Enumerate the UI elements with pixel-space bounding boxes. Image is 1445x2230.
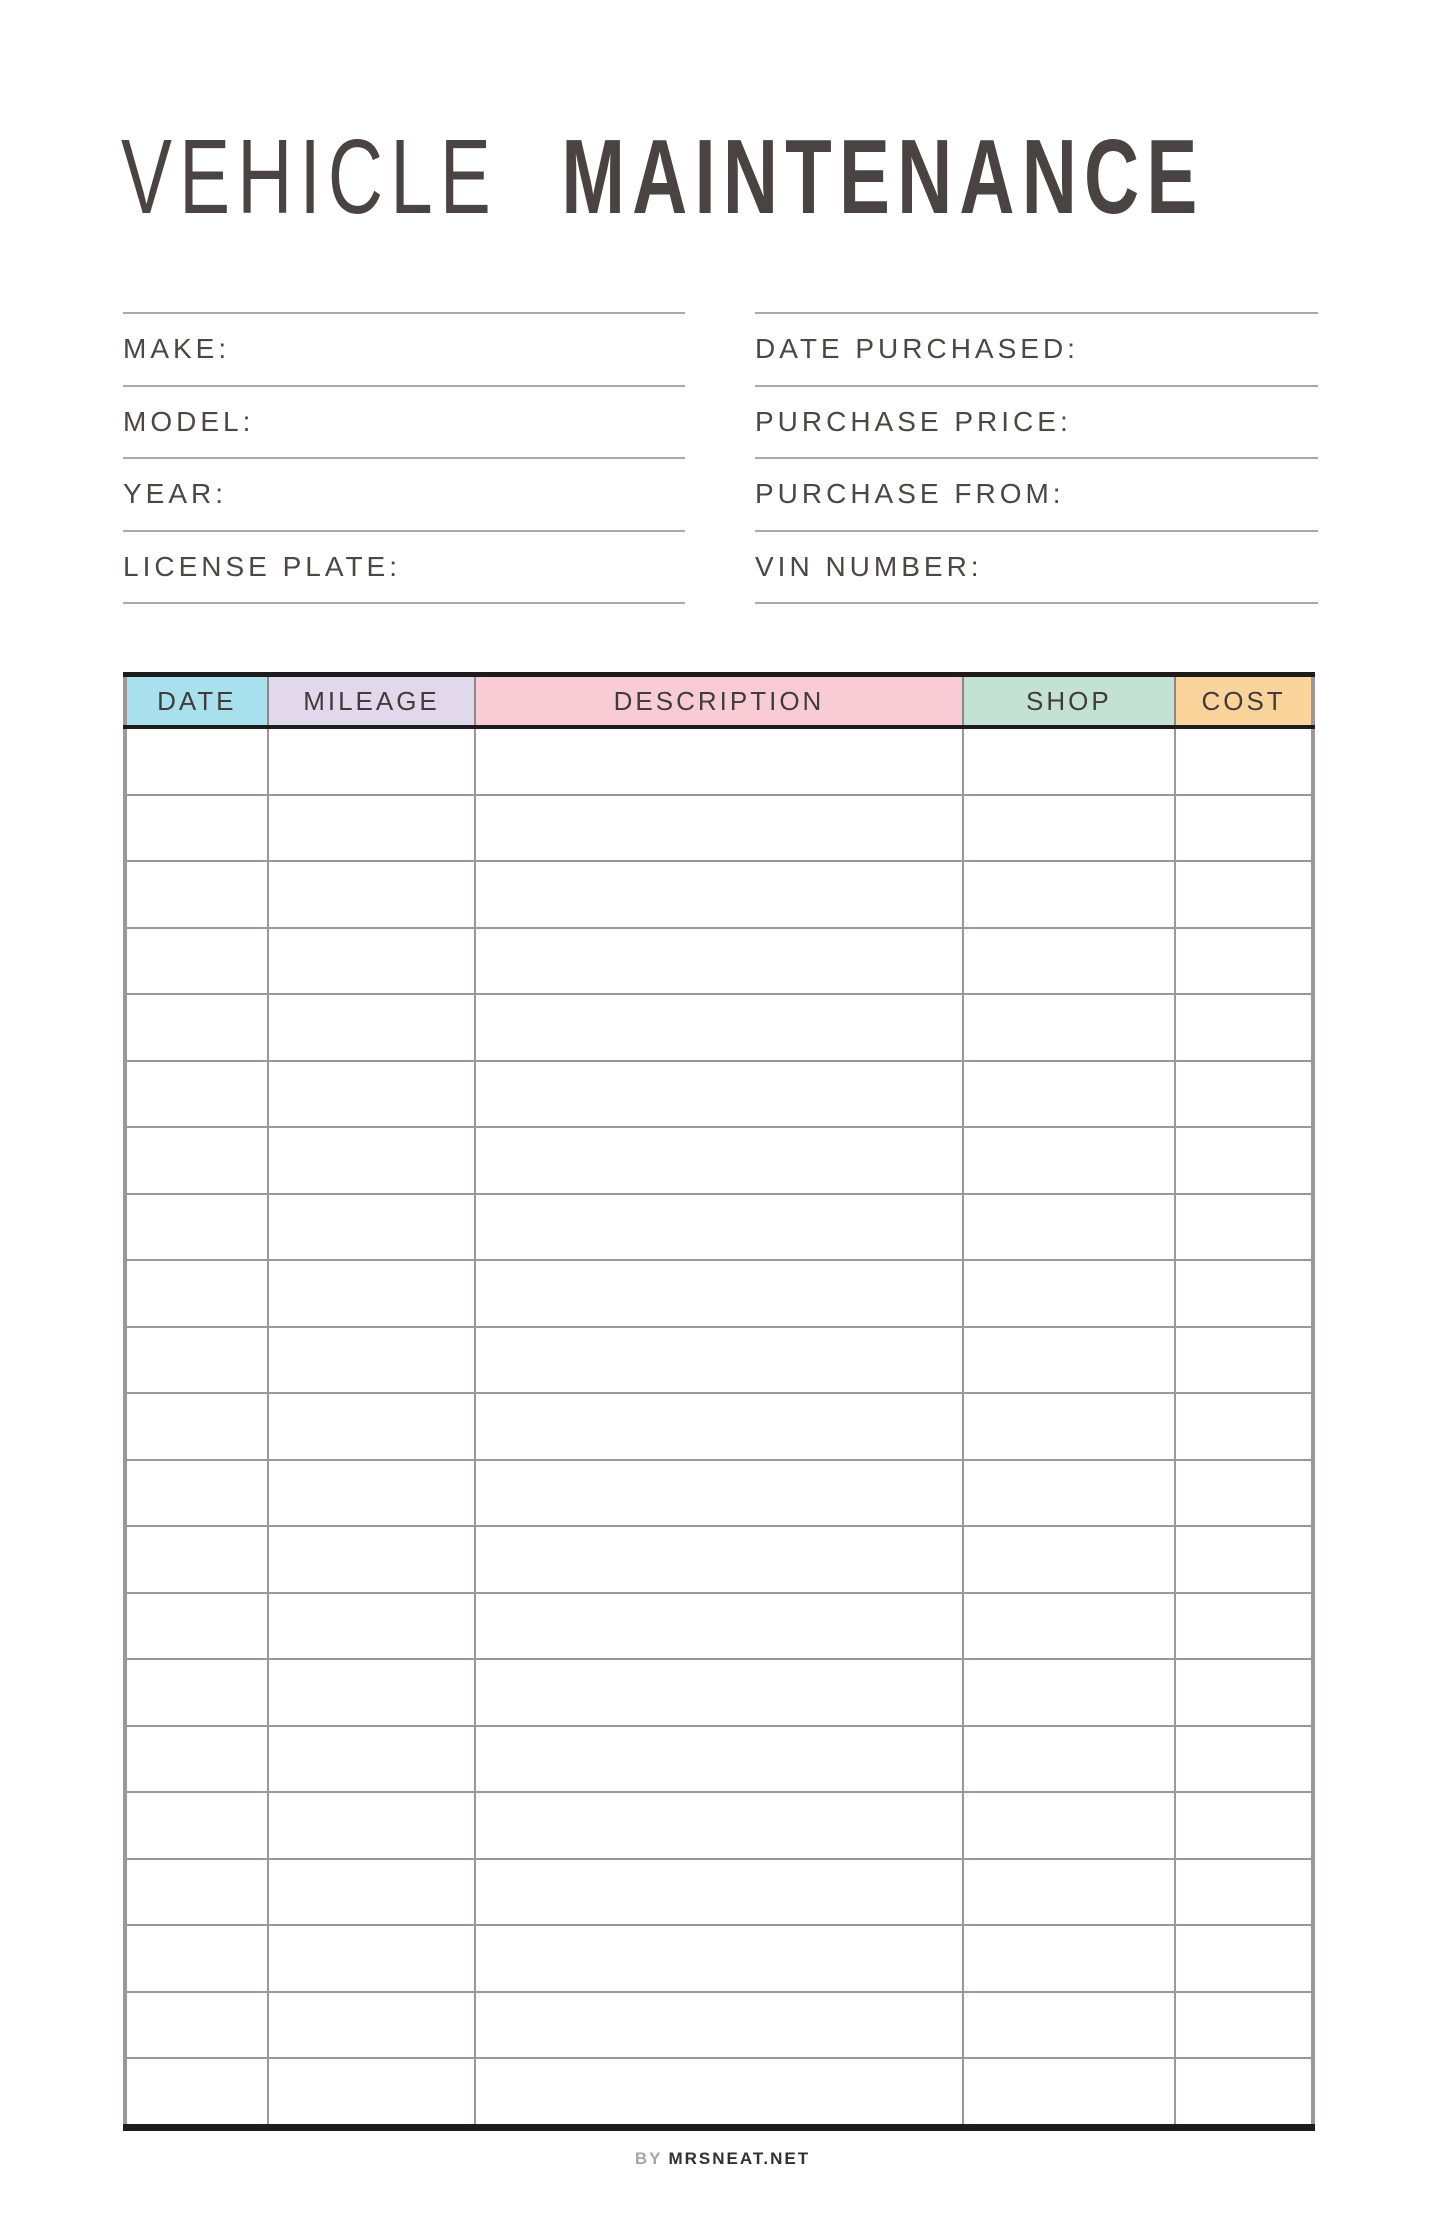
log-cell-cost — [1175, 928, 1313, 995]
log-cell-cost — [1175, 1726, 1313, 1793]
log-cell-description — [475, 1393, 962, 1460]
footer-credit — [0, 2149, 1445, 2169]
log-cell-mileage — [268, 1061, 476, 1128]
column-header-shop — [963, 675, 1176, 728]
log-cell-date — [125, 994, 268, 1061]
log-cell-mileage — [268, 1859, 476, 1926]
log-cell-cost — [1175, 861, 1313, 928]
column-header-label-date: DATE — [157, 685, 237, 716]
log-cell-mileage — [268, 1992, 476, 2059]
footer-brand: MRSNEAT.NET — [668, 2149, 811, 2168]
field-label-purchase-from: PURCHASE FROM: — [755, 478, 1065, 510]
log-cell-date — [125, 1859, 268, 1926]
log-cell-date — [125, 1194, 268, 1261]
log-cell-cost — [1175, 1061, 1313, 1128]
field-purchase-price — [755, 387, 1318, 460]
field-year — [123, 459, 685, 532]
log-cell-date — [125, 1127, 268, 1194]
log-cell-description — [475, 1061, 962, 1128]
log-cell-mileage — [268, 1460, 476, 1527]
log-cell-cost — [1175, 994, 1313, 1061]
log-row — [125, 1127, 1313, 1194]
log-cell-shop — [963, 1061, 1176, 1128]
log-cell-description — [475, 1792, 962, 1859]
log-cell-shop — [963, 928, 1176, 995]
vehicle-info-left-column — [123, 312, 685, 604]
log-cell-cost — [1175, 1593, 1313, 1660]
log-cell-description — [475, 1327, 962, 1394]
log-cell-description — [475, 1726, 962, 1793]
log-cell-mileage — [268, 727, 476, 795]
log-cell-description — [475, 928, 962, 995]
log-row — [125, 1659, 1313, 1726]
log-cell-date — [125, 795, 268, 862]
log-cell-cost — [1175, 2058, 1313, 2127]
log-cell-description — [475, 1992, 962, 2059]
field-label-date-purchased: DATE PURCHASED: — [755, 333, 1079, 365]
log-cell-mileage — [268, 994, 476, 1061]
log-cell-shop — [963, 1659, 1176, 1726]
field-date-purchased — [755, 314, 1318, 387]
log-row — [125, 1061, 1313, 1128]
log-cell-mileage — [268, 2058, 476, 2127]
log-cell-cost — [1175, 1194, 1313, 1261]
log-row — [125, 2058, 1313, 2127]
log-cell-cost — [1175, 1460, 1313, 1527]
log-cell-shop — [963, 1460, 1176, 1527]
log-cell-mileage — [268, 861, 476, 928]
log-cell-mileage — [268, 1327, 476, 1394]
log-cell-date — [125, 2058, 268, 2127]
field-label-model: MODEL: — [123, 405, 255, 437]
log-cell-date — [125, 1460, 268, 1527]
log-row — [125, 1992, 1313, 2059]
column-header-label-cost: COST — [1201, 685, 1286, 716]
page-title-light: VEHICLE — [121, 118, 498, 236]
log-header-row — [125, 675, 1313, 728]
field-make — [123, 314, 685, 387]
log-row — [125, 1393, 1313, 1460]
log-cell-date — [125, 1593, 268, 1660]
log-cell-shop — [963, 2058, 1176, 2127]
log-row — [125, 1792, 1313, 1859]
log-cell-description — [475, 1859, 962, 1926]
log-cell-mileage — [268, 1393, 476, 1460]
log-cell-date — [125, 1659, 268, 1726]
field-model — [123, 387, 685, 460]
log-cell-shop — [963, 1526, 1176, 1593]
log-cell-shop — [963, 1792, 1176, 1859]
page-title-bold: MAINTENANCE — [561, 118, 1205, 236]
log-cell-cost — [1175, 1393, 1313, 1460]
log-cell-description — [475, 861, 962, 928]
log-cell-shop — [963, 861, 1176, 928]
log-cell-date — [125, 1327, 268, 1394]
log-cell-mileage — [268, 1260, 476, 1327]
log-row — [125, 994, 1313, 1061]
log-row — [125, 1194, 1313, 1261]
log-cell-shop — [963, 1260, 1176, 1327]
log-cell-shop — [963, 1859, 1176, 1926]
log-cell-cost — [1175, 1659, 1313, 1726]
log-cell-date — [125, 1393, 268, 1460]
log-cell-date — [125, 928, 268, 995]
log-cell-mileage — [268, 1659, 476, 1726]
log-cell-cost — [1175, 1127, 1313, 1194]
log-row — [125, 1726, 1313, 1793]
log-cell-shop — [963, 1925, 1176, 1992]
log-cell-shop — [963, 1992, 1176, 2059]
log-cell-shop — [963, 1194, 1176, 1261]
log-cell-date — [125, 1792, 268, 1859]
log-cell-shop — [963, 1393, 1176, 1460]
log-cell-description — [475, 1260, 962, 1327]
log-cell-mileage — [268, 928, 476, 995]
log-cell-description — [475, 727, 962, 795]
field-vin-number — [755, 532, 1318, 605]
log-cell-description — [475, 994, 962, 1061]
log-cell-mileage — [268, 1127, 476, 1194]
log-cell-description — [475, 1925, 962, 1992]
log-cell-description — [475, 1127, 962, 1194]
field-label-year: YEAR: — [123, 478, 228, 510]
log-cell-cost — [1175, 1327, 1313, 1394]
field-label-purchase-price: PURCHASE PRICE: — [755, 405, 1072, 437]
log-cell-cost — [1175, 795, 1313, 862]
log-row — [125, 1260, 1313, 1327]
column-header-date — [125, 675, 268, 728]
log-cell-description — [475, 2058, 962, 2127]
log-cell-cost — [1175, 727, 1313, 795]
log-cell-mileage — [268, 1526, 476, 1593]
log-cell-cost — [1175, 1526, 1313, 1593]
log-cell-description — [475, 1659, 962, 1726]
log-cell-description — [475, 795, 962, 862]
log-cell-mileage — [268, 1726, 476, 1793]
log-cell-date — [125, 727, 268, 795]
log-cell-description — [475, 1460, 962, 1527]
log-cell-date — [125, 1260, 268, 1327]
field-label-license-plate: LICENSE PLATE: — [123, 550, 402, 582]
log-row — [125, 1593, 1313, 1660]
field-label-vin-number: VIN NUMBER: — [755, 550, 983, 582]
log-row — [125, 1460, 1313, 1527]
log-cell-date — [125, 1061, 268, 1128]
log-cell-shop — [963, 1327, 1176, 1394]
log-cell-shop — [963, 1593, 1176, 1660]
column-header-mileage — [268, 675, 476, 728]
page-title — [121, 118, 1205, 236]
log-row — [125, 727, 1313, 795]
log-cell-cost — [1175, 1925, 1313, 1992]
column-header-label-shop: SHOP — [1026, 685, 1112, 716]
log-row — [125, 861, 1313, 928]
log-cell-cost — [1175, 1260, 1313, 1327]
log-row — [125, 1327, 1313, 1394]
log-cell-description — [475, 1194, 962, 1261]
log-cell-cost — [1175, 1792, 1313, 1859]
log-row — [125, 1526, 1313, 1593]
log-cell-shop — [963, 1127, 1176, 1194]
column-header-description — [475, 675, 962, 728]
log-cell-date — [125, 1726, 268, 1793]
log-cell-description — [475, 1593, 962, 1660]
field-label-make: MAKE: — [123, 333, 231, 365]
log-row — [125, 1859, 1313, 1926]
log-cell-date — [125, 861, 268, 928]
column-header-label-mileage: MILEAGE — [303, 685, 440, 716]
maintenance-log-table — [123, 672, 1315, 2131]
vehicle-info-right-column — [755, 312, 1318, 604]
log-cell-date — [125, 1925, 268, 1992]
log-cell-shop — [963, 1726, 1176, 1793]
log-cell-cost — [1175, 1992, 1313, 2059]
log-cell-shop — [963, 727, 1176, 795]
log-row — [125, 1925, 1313, 1992]
log-cell-shop — [963, 994, 1176, 1061]
column-header-label-description: DESCRIPTION — [613, 685, 825, 716]
log-row — [125, 795, 1313, 862]
log-cell-mileage — [268, 1925, 476, 1992]
log-cell-mileage — [268, 1593, 476, 1660]
log-cell-description — [475, 1526, 962, 1593]
log-cell-mileage — [268, 1194, 476, 1261]
log-cell-mileage — [268, 795, 476, 862]
log-cell-shop — [963, 795, 1176, 862]
log-cell-date — [125, 1526, 268, 1593]
field-license-plate — [123, 532, 685, 605]
log-cell-date — [125, 1992, 268, 2059]
footer-prefix: BY — [634, 2149, 663, 2168]
log-row — [125, 928, 1313, 995]
log-cell-cost — [1175, 1859, 1313, 1926]
log-cell-mileage — [268, 1792, 476, 1859]
field-purchase-from — [755, 459, 1318, 532]
column-header-cost — [1175, 675, 1313, 728]
